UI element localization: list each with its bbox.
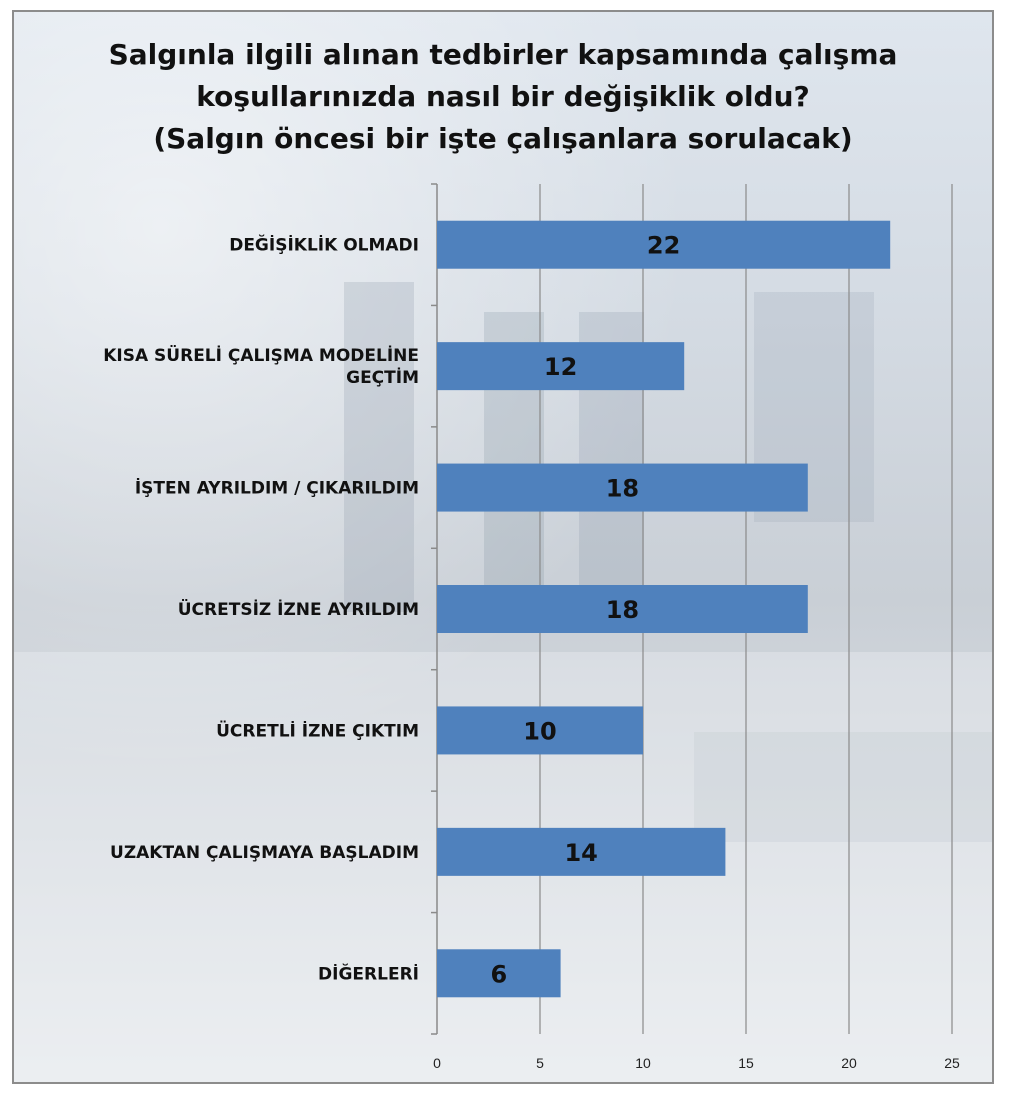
x-tick-label: 5 — [536, 1055, 544, 1071]
chart-frame — [12, 10, 994, 1084]
value-label: 10 — [523, 717, 557, 746]
x-tick-label: 10 — [635, 1055, 651, 1071]
value-label: 6 — [490, 960, 508, 989]
category-labels — [103, 234, 419, 985]
category-label: ÜCRETSİZ İZNE AYRILDIM — [177, 600, 419, 620]
bar-chart — [14, 12, 994, 1084]
value-label: 14 — [564, 838, 598, 867]
value-label: 22 — [646, 231, 681, 260]
value-label: 12 — [543, 353, 578, 382]
category-label: İŞTEN AYRILDIM / ÇIKARILDIM — [134, 478, 419, 499]
x-tick-labels — [433, 1055, 960, 1071]
x-tick-label: 0 — [433, 1055, 441, 1071]
value-label: 18 — [605, 474, 640, 503]
category-label: DEĞİŞİKLİK OLMADI — [229, 235, 419, 256]
chart-title: Salgınla ilgili alınan tedbirler kapsamında çalışma koşullarınızda nasıl bir değişiklik oldu? (Salgın öncesi bir işte çalışanlara sorulacak) — [108, 38, 898, 155]
x-tick-label: 20 — [841, 1055, 857, 1071]
x-tick-label: 15 — [738, 1055, 754, 1071]
category-axis — [431, 184, 437, 1034]
bars — [437, 221, 890, 998]
x-tick-label: 25 — [944, 1055, 960, 1071]
value-label: 18 — [605, 596, 640, 624]
category-label: ÜCRETLİ İZNE ÇIKTIM — [216, 721, 419, 742]
category-label: KISA SÜRELİ ÇALIŞMA MODELİNE GEÇTİM — [103, 346, 419, 389]
category-label: UZAKTAN ÇALIŞMAYA BAŞLADIM — [110, 842, 419, 863]
category-label: DİĞERLERİ — [318, 964, 419, 985]
